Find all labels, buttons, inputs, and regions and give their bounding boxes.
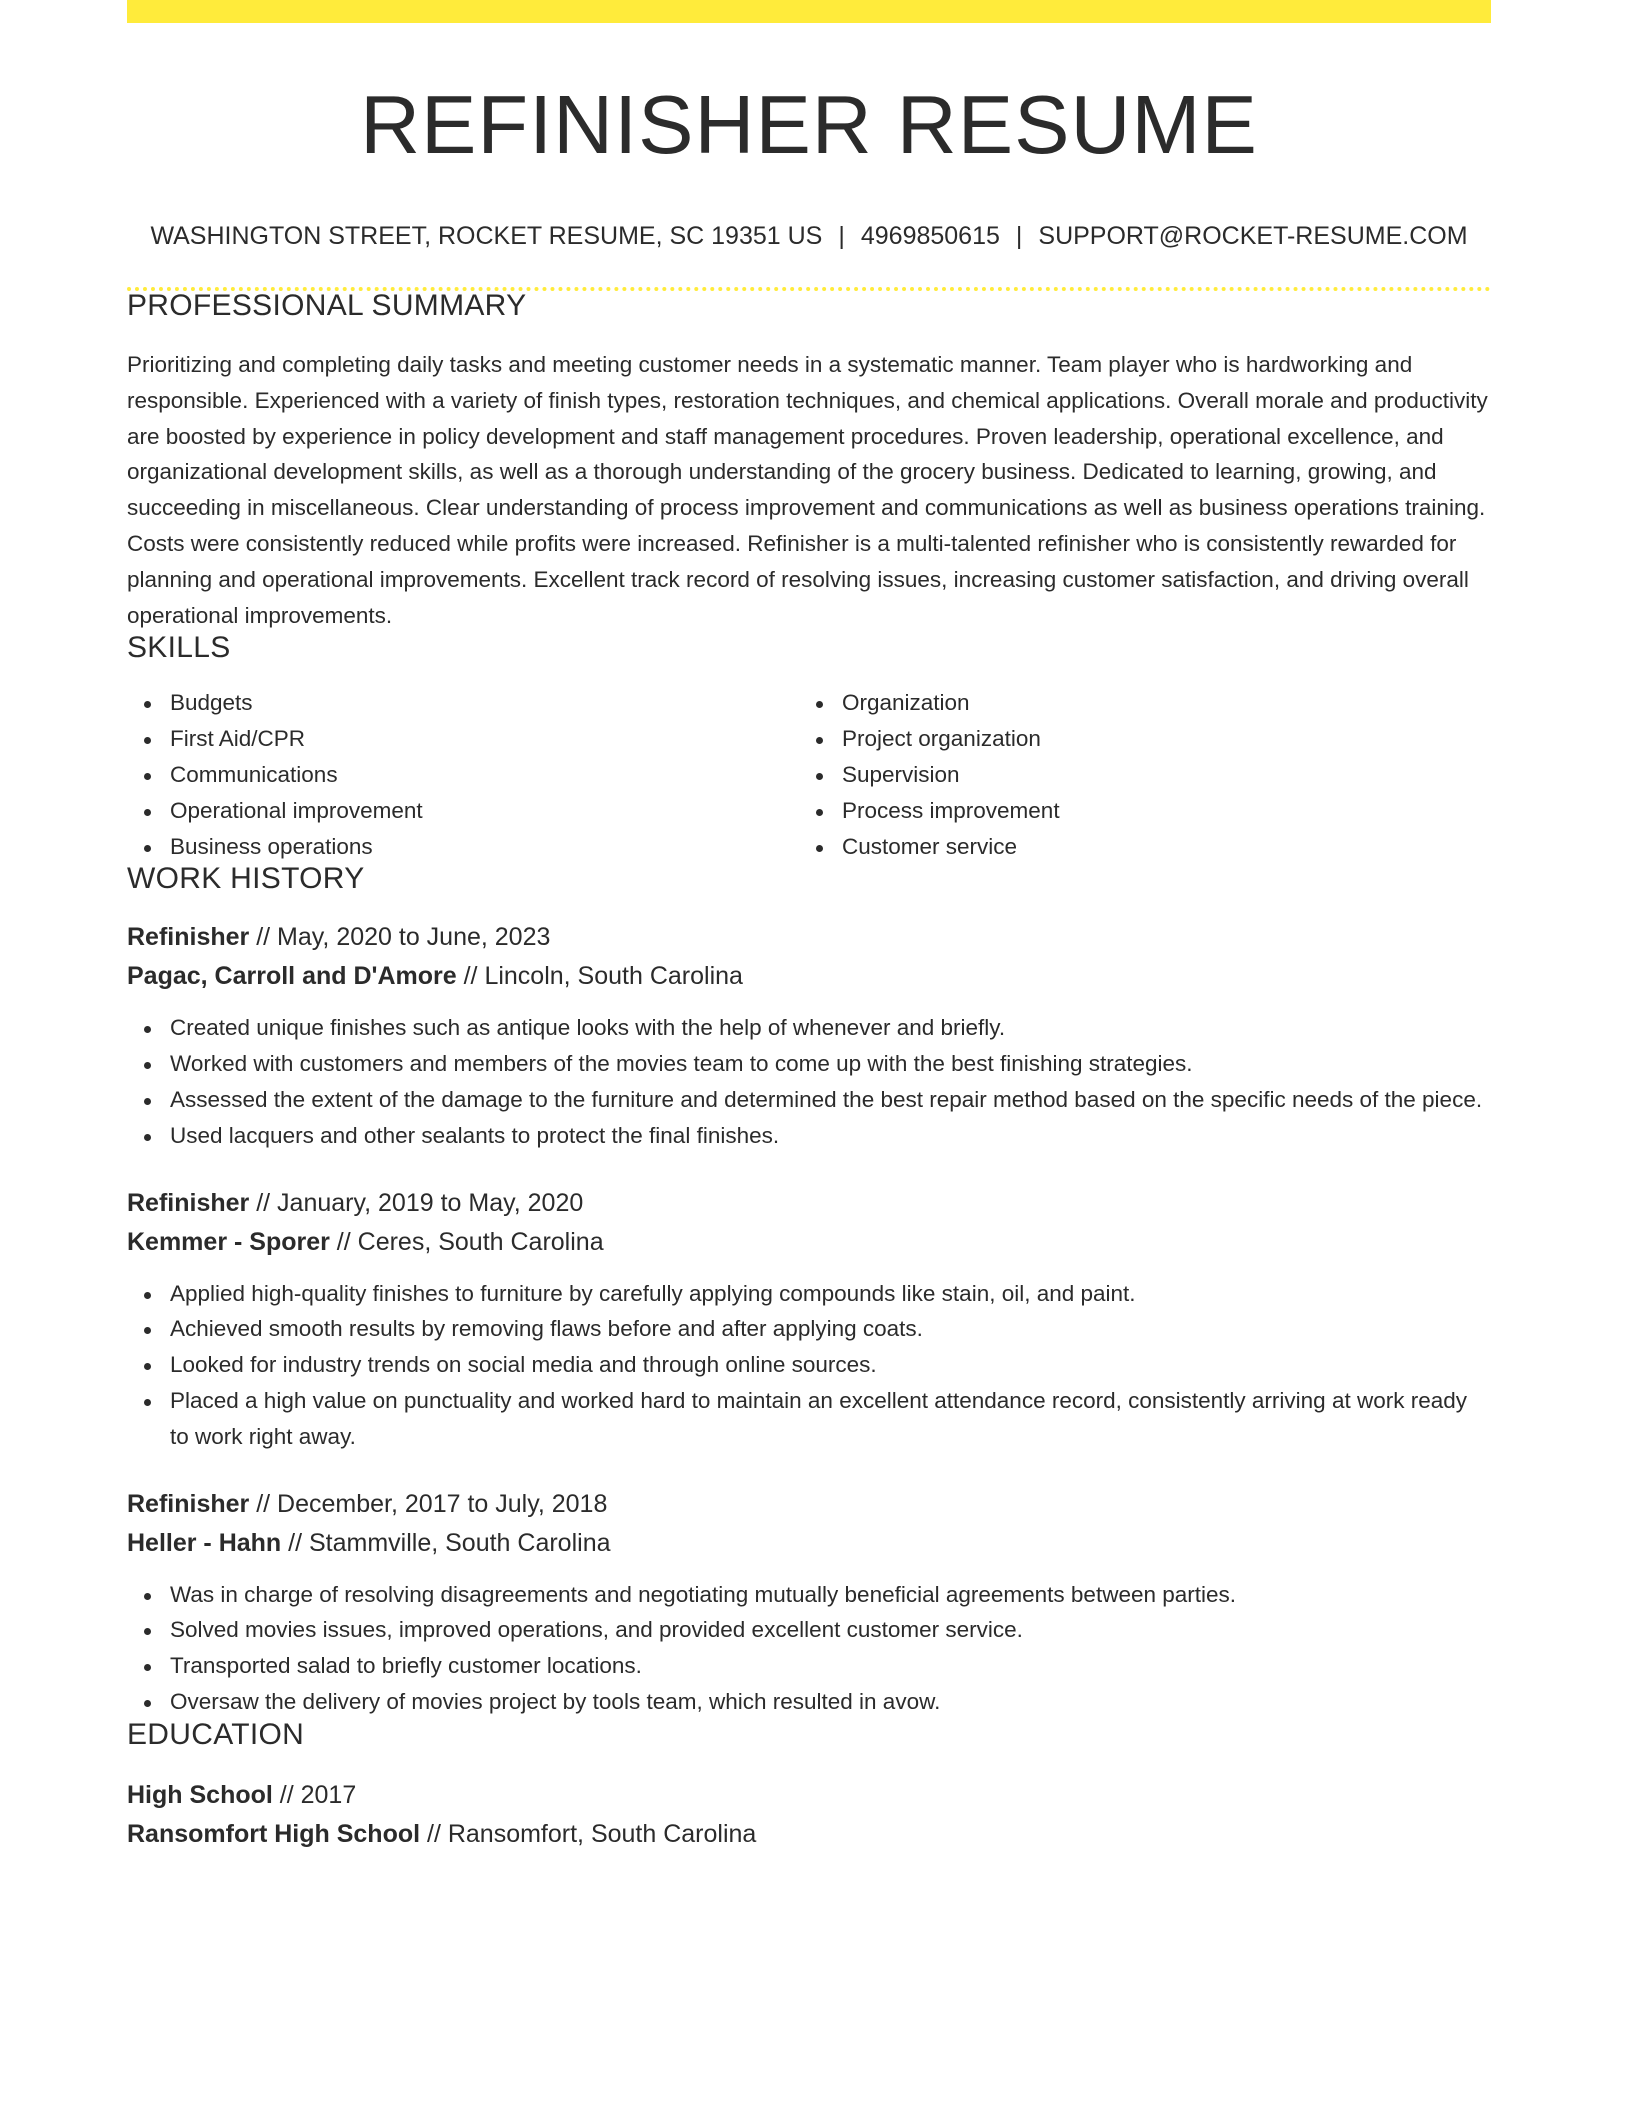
job-bullet: Applied high-quality finishes to furniture by carefully applying compounds like stain, oil, and paint. (127, 1276, 1491, 1312)
job-location: // Ceres, South Carolina (329, 1227, 604, 1256)
job-bullet: Transported salad to briefly customer locations. (127, 1648, 1491, 1684)
education-degree-line (127, 1776, 1491, 1815)
job-bullets (127, 1010, 1491, 1153)
education-location: // Ransomfort, South Carolina (420, 1819, 757, 1848)
skill-item: Customer service (799, 829, 1471, 865)
job-company: Heller - Hahn (127, 1528, 282, 1557)
skill-item: Project organization (799, 721, 1471, 757)
contact-separator: | (838, 222, 845, 250)
job-company: Pagac, Carroll and D'Amore (127, 962, 457, 991)
skill-item: Organization (799, 685, 1471, 721)
education-school-line (127, 1815, 1491, 1854)
job-dates: // May, 2020 to June, 2023 (249, 923, 551, 952)
skills-heading: SKILLS (127, 631, 231, 665)
job-title-line (127, 918, 1491, 957)
job-bullets (127, 1276, 1491, 1455)
job-bullet: Was in charge of resolving disagreements and negotiating mutually beneficial agreements between parties. (127, 1577, 1491, 1613)
job-title: Refinisher (127, 923, 250, 952)
skill-item: Supervision (799, 757, 1471, 793)
skills-list (127, 685, 1491, 864)
resume-page (127, 0, 1491, 1854)
work-history-heading: WORK HISTORY (127, 862, 365, 896)
job-title: Refinisher (127, 1188, 250, 1217)
job-bullet: Worked with customers and members of the movies team to come up with the best finishing strategies. (127, 1046, 1491, 1082)
skill-item: First Aid/CPR (127, 721, 799, 757)
job-title-line (127, 1184, 1491, 1223)
contact-email: SUPPORT@ROCKET-RESUME.COM (1038, 222, 1468, 250)
job-bullet: Looked for industry trends on social media and through online sources. (127, 1347, 1491, 1383)
job-company-line (127, 1524, 1491, 1563)
contact-line (127, 224, 1491, 249)
job-title-line (127, 1485, 1491, 1524)
education-school: Ransomfort High School (127, 1819, 421, 1848)
job-company: Kemmer - Sporer (127, 1227, 330, 1256)
skill-item: Operational improvement (127, 793, 799, 829)
job-bullets (127, 1577, 1491, 1720)
skills-column-left (127, 685, 799, 864)
job-bullet: Created unique finishes such as antique looks with the help of whenever and briefly. (127, 1010, 1491, 1046)
job-dates: // December, 2017 to July, 2018 (249, 1489, 608, 1518)
job-bullet: Used lacquers and other sealants to protect the final finishes. (127, 1118, 1491, 1154)
job-location: // Lincoln, South Carolina (456, 962, 743, 991)
job-title: Refinisher (127, 1489, 250, 1518)
contact-separator: | (1015, 222, 1023, 250)
job-entry (127, 1485, 1491, 1720)
job-company-line (127, 957, 1491, 996)
summary-text: Prioritizing and completing daily tasks and meeting customer needs in a systematic manner. Team player who is hardworking and responsible. Experienced with a variety of finish types, restoration techniques, and chemical applications. Overall morale and productivity are boosted by experience in policy development and staff management procedures. Proven leadership, operational excellence, and organizational development skills, as well as a thorough understanding of the grocery business. Dedicated to learning, growing, and succeeding in miscellaneous. Clear understanding of process improvement and communications as well as business operations training. Costs were consistently reduced while profits were increased. Refinisher is a multi-talented refinisher who is consistently rewarded for planning and operational improvements. Excellent track record of resolving issues, increasing customer satisfaction, and driving overall operational improvements. (127, 352, 1488, 628)
education-heading: EDUCATION (127, 1717, 305, 1751)
contact-address: WASHINGTON STREET, ROCKET RESUME, SC 19351 US (150, 222, 823, 250)
job-entry (127, 918, 1491, 1153)
education-degree: High School (127, 1780, 273, 1809)
job-dates: // January, 2019 to May, 2020 (249, 1188, 584, 1217)
contact-phone: 4969850615 (860, 222, 1000, 250)
skill-item: Business operations (127, 829, 799, 865)
job-bullet: Placed a high value on punctuality and worked hard to maintain an excellent attendance record, consistently arriving at work ready to work right away. (127, 1383, 1491, 1455)
skills-column-right (799, 685, 1471, 864)
summary-heading: PROFESSIONAL SUMMARY (127, 289, 527, 322)
job-bullet: Assessed the extent of the damage to the furniture and determined the best repair method based on the specific needs of the piece. (127, 1082, 1491, 1118)
resume-title: REFINISHER RESUME (360, 78, 1258, 171)
job-bullet: Solved movies issues, improved operations, and provided excellent customer service. (127, 1612, 1491, 1648)
job-location: // Stammville, South Carolina (281, 1528, 611, 1557)
skill-item: Communications (127, 757, 799, 793)
job-entry (127, 1184, 1491, 1455)
job-bullet: Achieved smooth results by removing flaws before and after applying coats. (127, 1311, 1491, 1347)
job-bullet: Oversaw the delivery of movies project by tools team, which resulted in avow. (127, 1684, 1491, 1720)
skill-item: Process improvement (799, 793, 1471, 829)
accent-top-bar (127, 0, 1491, 23)
skill-item: Budgets (127, 685, 799, 721)
job-company-line (127, 1223, 1491, 1262)
education-year: // 2017 (272, 1780, 357, 1809)
